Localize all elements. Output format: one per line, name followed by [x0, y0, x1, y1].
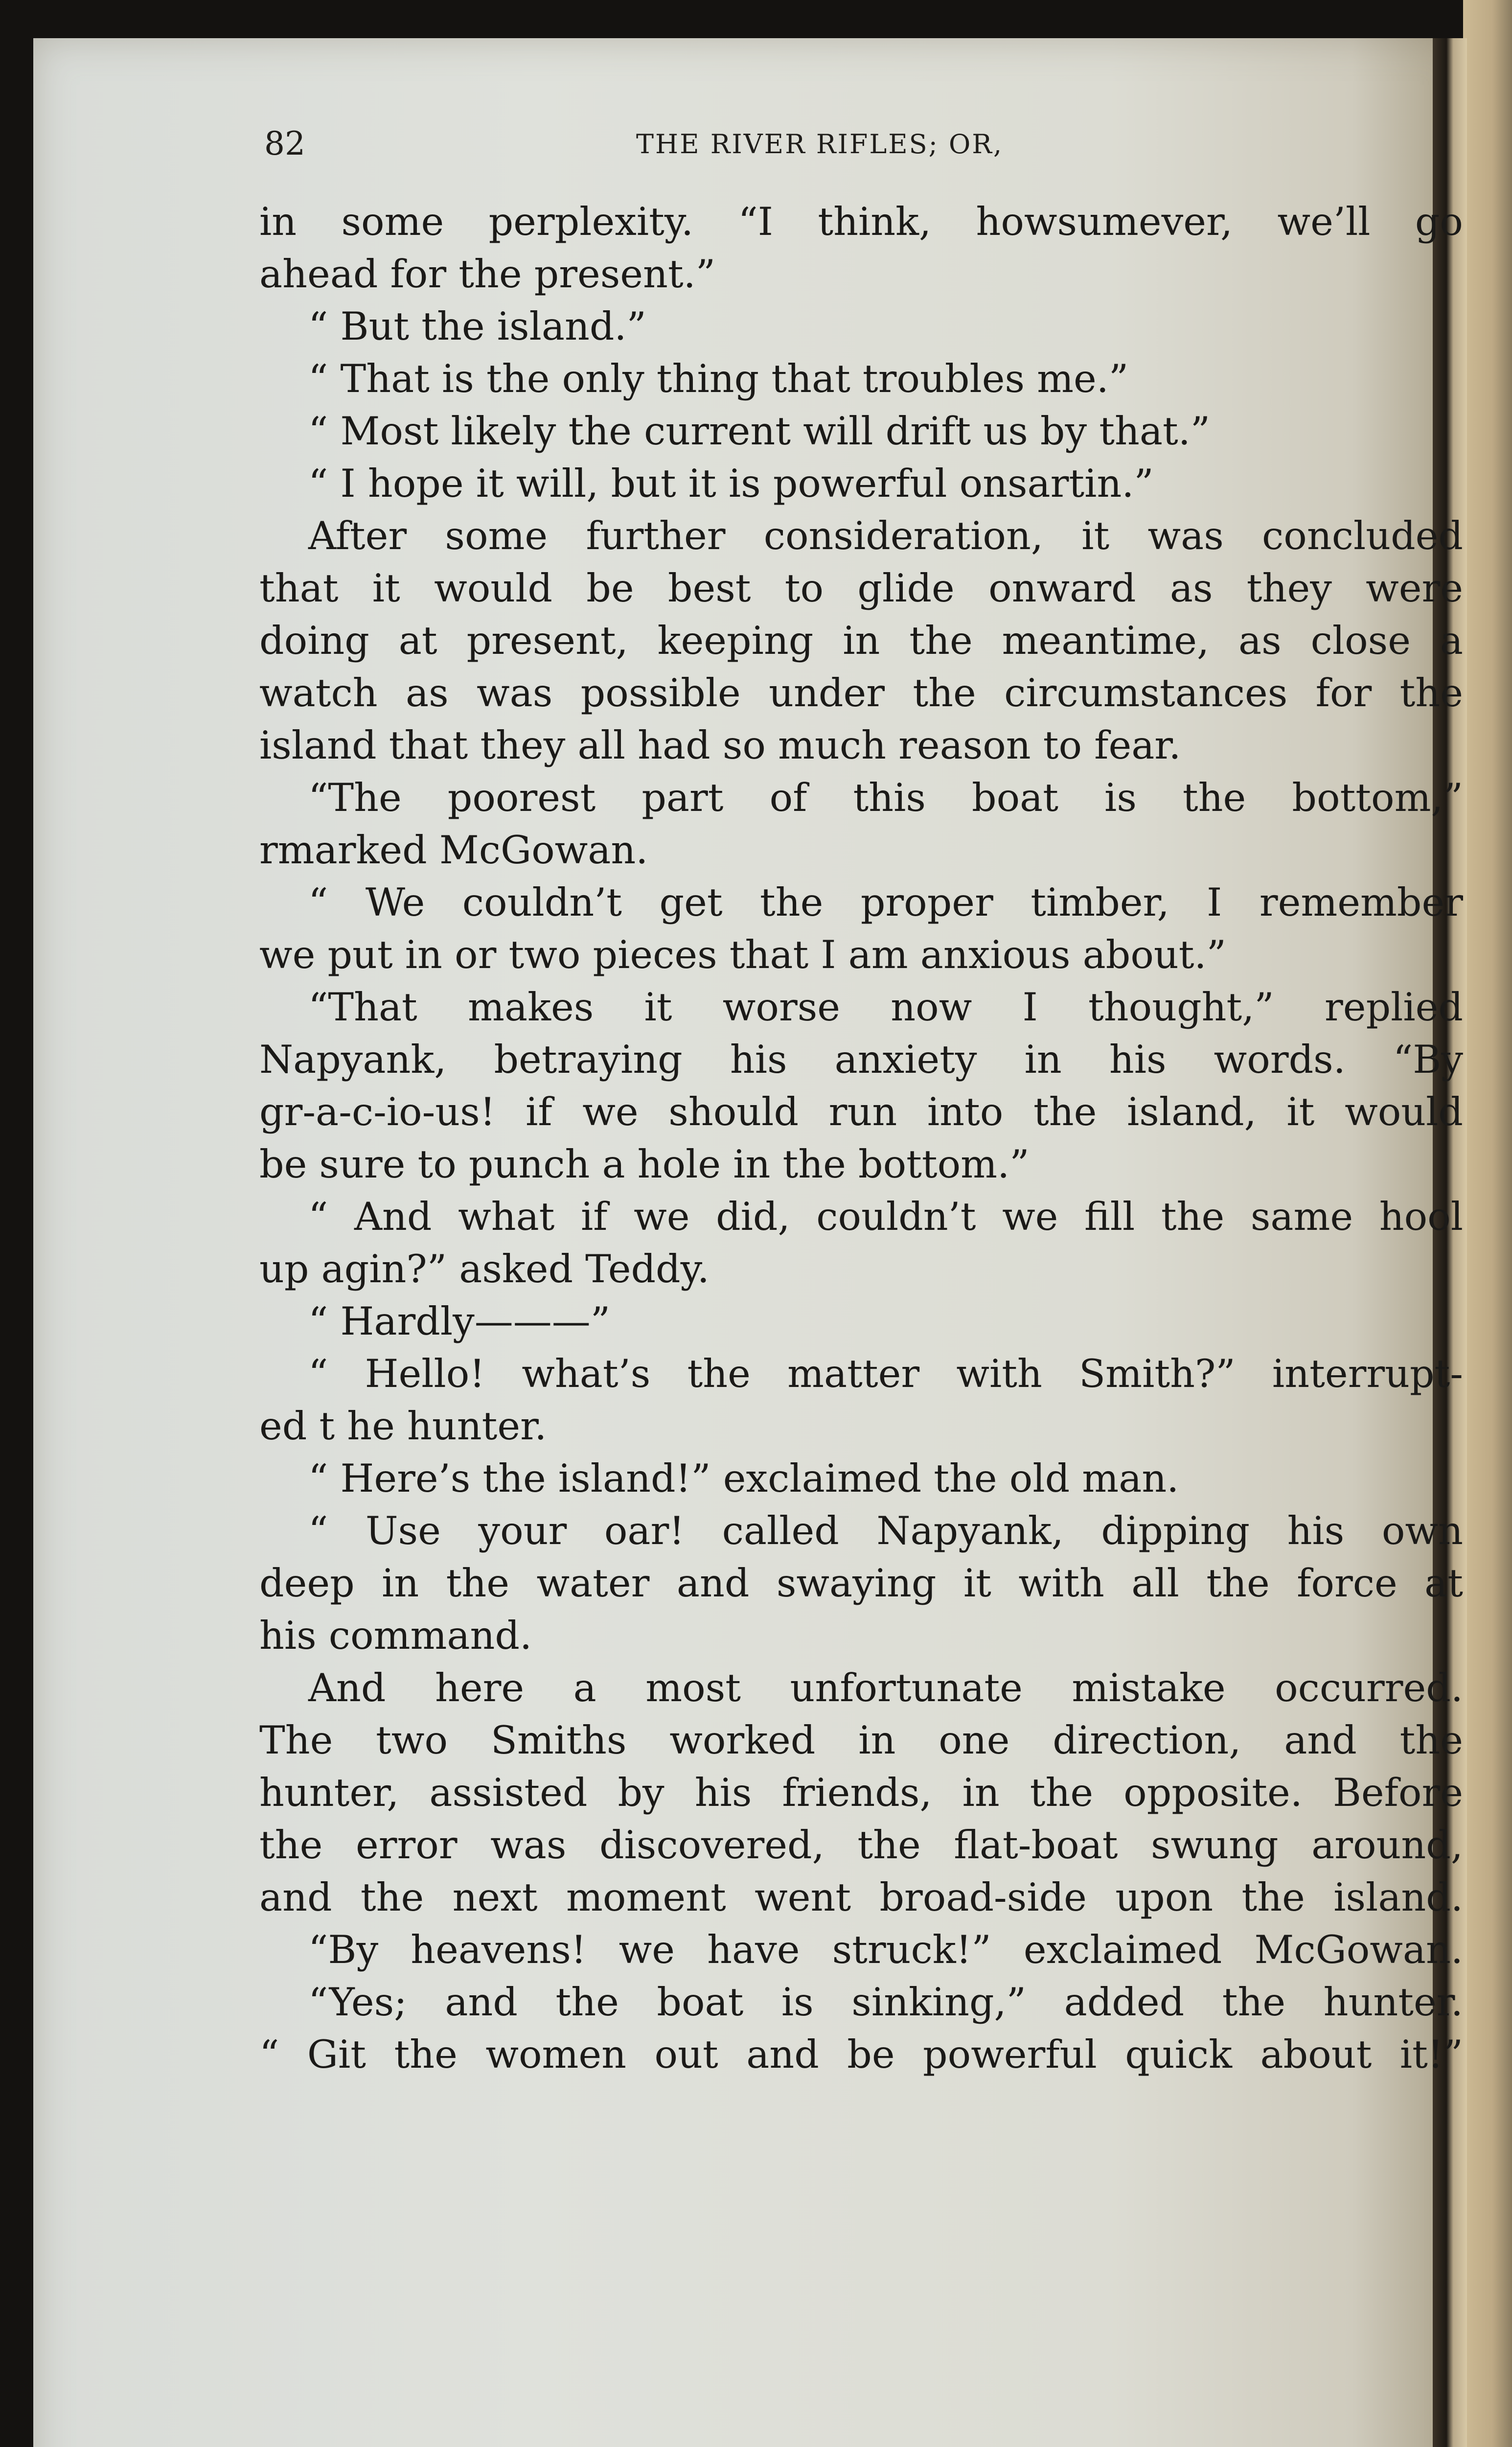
text-line: watch as was possible under the circumstances for the: [259, 670, 1463, 716]
text-line: that it would be best to glide onward as they were: [259, 566, 1463, 611]
text-line: in some perplexity. “I think, howsumever, we’ll go: [259, 199, 1463, 244]
text-line: “The poorest part of this boat is the bottom,”: [308, 775, 1463, 820]
text-line: “By heavens! we have struck!” exclaimed McGowan.: [308, 1927, 1463, 1972]
text-line: “ Hardly———”: [308, 1299, 611, 1344]
text-line: “ Most likely the current will drift us by that.”: [308, 409, 1211, 454]
text-line: rmarked McGowan.: [259, 828, 648, 873]
text-line: we put in or two pieces that I am anxious about.”: [259, 932, 1227, 977]
text-line: deep in the water and swaying it with all the force at: [259, 1561, 1463, 1606]
body-text: [259, 196, 1463, 2081]
text-line: ahead for the present.”: [259, 252, 716, 297]
text-line: “ I hope it will, but it is powerful onsartin.”: [308, 461, 1154, 506]
text-line: “ We couldn’t get the proper timber, I remember: [308, 880, 1463, 925]
text-line: the error was discovered, the flat-boat swung around,: [259, 1823, 1463, 1868]
text-line: be sure to punch a hole in the bottom.”: [259, 1142, 1030, 1187]
text-line: And here a most unfortunate mistake occurred.: [308, 1665, 1463, 1710]
text-line: “ Git the women out and be powerful quick about it!”: [259, 2032, 1463, 2077]
text-line: “ But the island.”: [308, 304, 646, 349]
text-line: and the next moment went broad-side upon the island.: [259, 1875, 1463, 1920]
text-line: up agin?” asked Teddy.: [259, 1247, 710, 1292]
running-head: THE RIVER RIFLES; OR,: [636, 129, 1004, 160]
text-line: “ Here’s the island!” exclaimed the old man.: [308, 1456, 1179, 1501]
text-line: “ And what if we did, couldn’t we fill the same hool: [308, 1194, 1463, 1239]
text-line: his command.: [259, 1613, 532, 1658]
text-line: Napyank, betraying his anxiety in his words. “By: [259, 1037, 1463, 1082]
text-line: “That makes it worse now I thought,” replied: [308, 985, 1463, 1030]
text-line: After some further consideration, it was concluded: [308, 513, 1463, 558]
text-line: The two Smiths worked in one direction, and the: [259, 1718, 1463, 1763]
text-line: ed t he hunter.: [259, 1404, 547, 1449]
text-line: “ Hello! what’s the matter with Smith?” interrupt-: [308, 1351, 1463, 1396]
page-number: 82: [264, 125, 305, 162]
facing-page-edge: [1463, 0, 1512, 2447]
text-line: island that they all had so much reason to fear.: [259, 723, 1181, 768]
page-header: [230, 125, 1478, 164]
text-line: hunter, assisted by his friends, in the opposite. Before: [259, 1770, 1463, 1815]
text-line: “ Use your oar! called Napyank, dipping his own: [308, 1508, 1463, 1553]
text-line: gr-a-c-io-us! if we should run into the island, it would: [259, 1089, 1463, 1134]
text-line: doing at present, keeping in the meantime, as close a: [259, 618, 1463, 663]
text-line: “ That is the only thing that troubles me.”: [308, 356, 1129, 401]
text-line: “Yes; and the boat is sinking,” added the hunter.: [308, 1980, 1463, 2025]
